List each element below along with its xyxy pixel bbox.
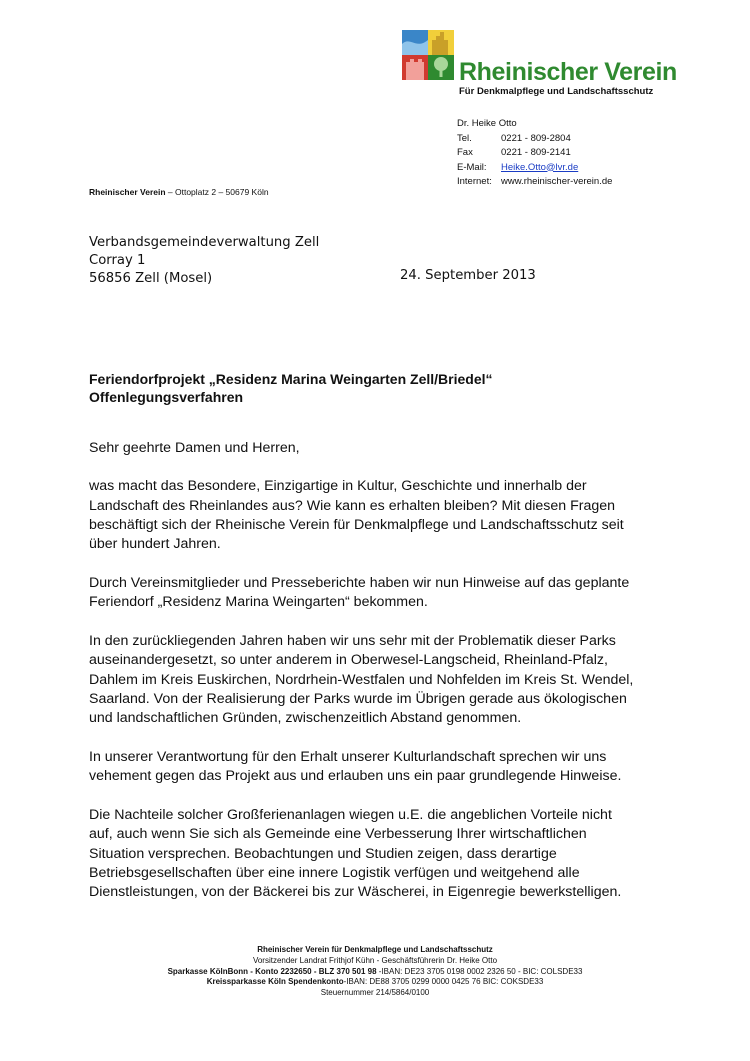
paragraph-line: Die Nachteile solcher Großferienanlagen wiegen u.E. die angeblichen Vorteile nicht	[89, 807, 612, 824]
contact-internet-row	[457, 175, 612, 190]
footer-org: Rheinischer Verein für Denkmalpflege und Landschaftsschutz	[257, 945, 493, 954]
letter-body	[89, 439, 699, 922]
recipient-address	[89, 234, 319, 288]
footer-bank-2	[0, 977, 750, 988]
contact-block	[457, 117, 612, 190]
paragraph-line: Situation versprechen. Beobachtungen und Studien zeigen, dass derartige	[89, 845, 557, 862]
paragraph-line: In unserer Verantwortung für den Erhalt unserer Kulturlandschaft sprechen wir uns	[89, 749, 607, 766]
paragraph-line: auf, auch wenn Sie sich als Gemeinde eine Verbesserung Ihrer wirtschaftlichen	[89, 826, 587, 843]
paragraph-line: Dienstleistungen, von der Bäckerei bis zur Wäscherei, in Eigenregie bewerkstelligen.	[89, 884, 622, 901]
subject-line-1: Feriendorfprojekt „Residenz Marina Weingarten Zell/Briedel“	[89, 371, 493, 387]
footer-bank-1	[0, 967, 750, 978]
paragraph-line: und landschaftlichen Gründen, zwischenzeitlich Abstand genommen.	[89, 710, 522, 727]
paragraph-line: vehement gegen das Projekt aus und erlauben uns ein paar grundlegende Hinweise.	[89, 768, 622, 785]
paragraph-line: Durch Vereinsmitglieder und Presseberichte haben wir nun Hinweise auf das geplante	[89, 574, 630, 591]
logo-subtitle: Für Denkmalpflege und Landschaftsschutz	[459, 86, 654, 97]
paragraph-line: was macht das Besondere, Einzigartige in Kultur, Geschichte und innerhalb der	[89, 478, 587, 495]
paragraph-line: Betriebsgesellschaften über eine innere Logistik verfügen und weitgehend alle	[89, 865, 580, 882]
fax-value: 0221 - 809-2141	[501, 147, 571, 158]
logo-title: Rheinischer Verein	[459, 58, 677, 86]
paragraph-3	[89, 632, 699, 728]
paragraph-line: Dahlem im Kreis Euskirchen, Nordrhein-Westfalen und Nohfelden im Kreis St. Wendel,	[89, 671, 634, 688]
subject-line-2: Offenlegungsverfahren	[89, 389, 244, 405]
footer-bank-2-name: Kreissparkasse Köln Spendenkonto	[206, 977, 344, 987]
paragraph-5	[89, 806, 699, 902]
internet-value: www.rheinischer-verein.de	[501, 176, 613, 187]
recipient-line-3: 56856 Zell (Mosel)	[89, 271, 213, 286]
paragraph-2	[89, 574, 699, 613]
contact-email-row	[457, 161, 612, 176]
paragraph-1	[89, 477, 699, 554]
footer-bank-2-iban: -IBAN: DE88 3705 0299 0000 0425 76 BIC: COKSDE33	[343, 977, 544, 987]
email-link[interactable]: Heike.Otto@lvr.de	[501, 161, 579, 173]
footer-tax-number: Steuernummer 214/5864/0100	[320, 988, 430, 998]
paragraph-line: beschäftigt sich der Rheinische Verein für Denkmalpflege und Landschaftsschutz seit	[89, 516, 624, 533]
footer-board: Vorsitzender Landrat Frithjof Kühn - Geschäftsführerin Dr. Heike Otto	[252, 955, 498, 965]
paragraph-line: Saarland. Von der Realisierung der Parks wurde im Übrigen gerade aus ökologischen	[89, 690, 627, 707]
footer-bank-1-name: Sparkasse KölnBonn - Konto 2232650 - BLZ 370 501 98	[167, 966, 377, 976]
paragraph-line: auseinandergesetzt, so unter anderem in Oberwesel-Langscheid, Rheinland-Pfalz,	[89, 652, 608, 669]
tel-label: Tel.	[457, 132, 472, 144]
rheinischer-verein-emblem-icon	[402, 30, 454, 80]
recipient-line-1: Verbandsgemeindeverwaltung Zell	[89, 235, 320, 250]
contact-fax-row	[457, 146, 612, 161]
paragraph-4	[89, 748, 699, 787]
letter-date: 24. September 2013	[400, 268, 536, 283]
tel-value: 0221 - 809-2804	[501, 132, 571, 144]
footer-bank-1-iban: -IBAN: DE23 3705 0198 0002 2326 50 - BIC: COLSDE33	[376, 966, 583, 976]
sender-line	[89, 187, 269, 197]
sender-org: Rheinischer Verein	[89, 187, 166, 197]
paragraph-line: über hundert Jahren.	[89, 536, 221, 553]
contact-name: Dr. Heike Otto	[457, 118, 517, 129]
sender-address: – Ottoplatz 2 – 50679 Köln	[165, 187, 269, 197]
organization-logo	[402, 30, 677, 100]
email-label: E-Mail:	[457, 161, 487, 173]
letter-footer	[0, 945, 750, 999]
salutation: Sehr geehrte Damen und Herren,	[89, 440, 300, 456]
paragraph-line: Landschaft des Rheinlandes aus? Wie kann es erhalten bleiben? Mit diesen Fragen	[89, 497, 616, 514]
contact-tel-row	[457, 132, 612, 147]
letter-subject	[89, 370, 493, 406]
paragraph-line: Feriendorf „Residenz Marina Weingarten“ bekommen.	[89, 594, 428, 611]
internet-label: Internet:	[457, 176, 492, 187]
recipient-line-2: Corray 1	[89, 253, 146, 268]
paragraph-line: In den zurückliegenden Jahren haben wir uns sehr mit der Problematik dieser Parks	[89, 633, 616, 650]
fax-label: Fax	[457, 147, 473, 158]
